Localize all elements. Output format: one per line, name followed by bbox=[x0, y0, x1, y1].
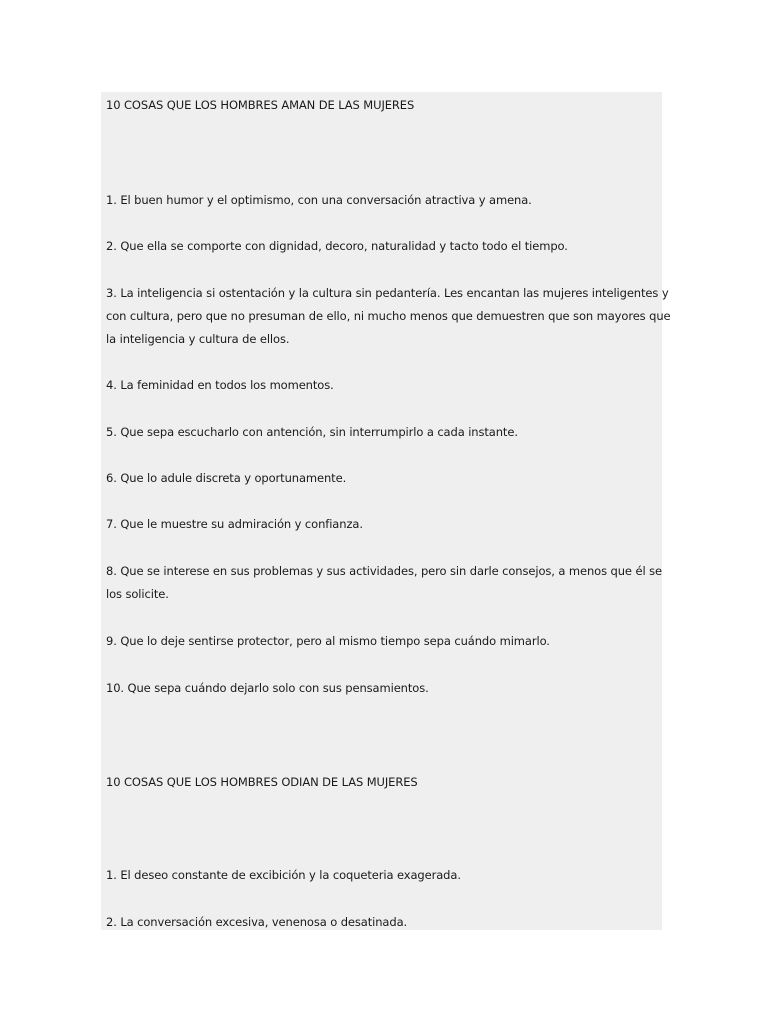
document-page bbox=[101, 92, 662, 930]
list-item: 1. El deseo constante de excibición y la coqueteria exagerada. bbox=[106, 868, 461, 882]
list-item: 8. Que se interese en sus problemas y sus actividades, pero sin darle consejos, a menos que él se bbox=[106, 564, 662, 578]
list-item: con cultura, pero que no presuman de ello, ni mucho menos que demuestren que son mayores que bbox=[106, 309, 671, 323]
section-heading-love: 10 COSAS QUE LOS HOMBRES AMAN DE LAS MUJERES bbox=[106, 98, 415, 112]
list-item: 3. La inteligencia si ostentación y la cultura sin pedantería. Les encantan las mujeres inteligentes y bbox=[106, 286, 669, 300]
list-item: 9. Que lo deje sentirse protector, pero al mismo tiempo sepa cuándo mimarlo. bbox=[106, 634, 550, 648]
list-item: la inteligencia y cultura de ellos. bbox=[106, 332, 290, 346]
list-item: 2. La conversación excesiva, venenosa o desatinada. bbox=[106, 915, 408, 929]
list-item: 5. Que sepa escucharlo con antención, sin interrumpirlo a cada instante. bbox=[106, 425, 518, 439]
list-item: los solicite. bbox=[106, 587, 169, 601]
list-item: 6. Que lo adule discreta y oportunamente. bbox=[106, 471, 347, 485]
list-item: 1. El buen humor y el optimismo, con una conversación atractiva y amena. bbox=[106, 193, 532, 207]
list-item: 4. La feminidad en todos los momentos. bbox=[106, 378, 334, 392]
list-item: 7. Que le muestre su admiración y confianza. bbox=[106, 517, 363, 531]
list-item: 2. Que ella se comporte con dignidad, decoro, naturalidad y tacto todo el tiempo. bbox=[106, 239, 568, 253]
section-heading-hate: 10 COSAS QUE LOS HOMBRES ODIAN DE LAS MUJERES bbox=[106, 775, 418, 789]
list-item: 10. Que sepa cuándo dejarlo solo con sus pensamientos. bbox=[106, 681, 429, 695]
